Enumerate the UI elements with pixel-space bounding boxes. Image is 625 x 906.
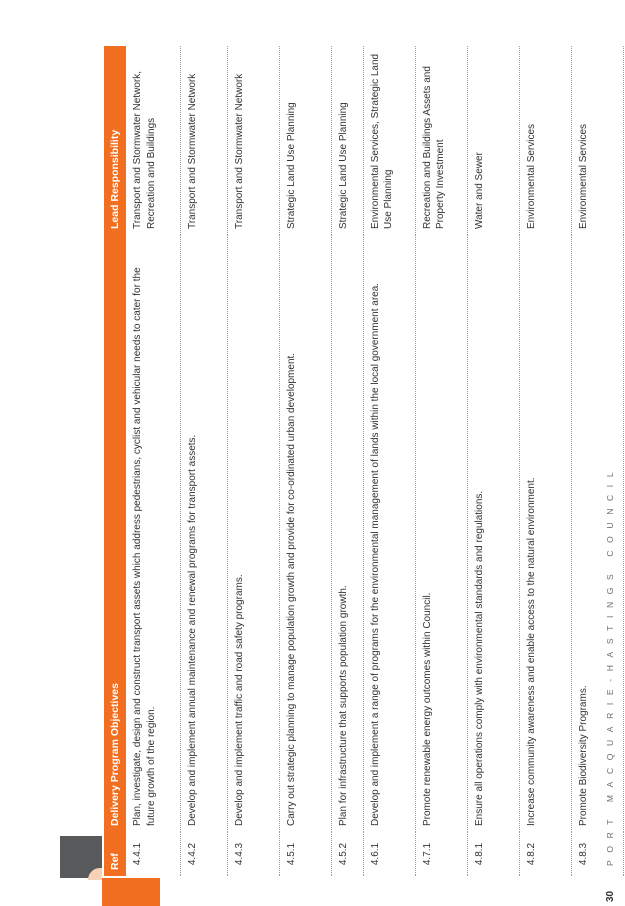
objective-cell: Plan for infrastructure that supports population growth. [331, 235, 363, 832]
objective-cell: Carry out strategic planning to manage population growth and provide for co-ordinated urban development. [279, 235, 331, 832]
lead-cell: Strategic Land Use Planning [331, 46, 363, 235]
table-row [227, 46, 279, 876]
ref-cell: 4.7.1 [415, 832, 467, 876]
ref-cell: 4.4.2 [180, 832, 227, 876]
lead-cell: Environmental Services [519, 46, 571, 235]
lead-cell: Recreation and Buildings Assets and Property Investment [415, 46, 467, 235]
objective-cell: Develop and implement traffic and road safety programs. [227, 235, 279, 832]
ref-cell: 4.4.3 [227, 832, 279, 876]
lead-cell: Transport and Stormwater Network, Recreation and Buildings [126, 46, 180, 235]
lead-cell: Strategic Land Use Planning [279, 46, 331, 235]
ref-cell: 4.4.1 [126, 832, 180, 876]
ref-cell: 4.8.3 [571, 832, 623, 876]
lead-cell: Transport and Stormwater Network [227, 46, 279, 235]
ref-cell: 4.5.2 [331, 832, 363, 876]
lead-cell: Transport and Stormwater Network [180, 46, 227, 235]
council-name: PORT MACQUARIE-HASTINGS COUNCIL [605, 464, 615, 866]
header-objectives: Delivery Program Objectives [104, 235, 126, 832]
ref-cell: 4.5.1 [279, 832, 331, 876]
objective-cell: Promote Biodiversity Programs. [571, 235, 623, 832]
lead-cell: Water and Sewer [467, 46, 519, 235]
lead-cell: Environmental Services, Strategic Land Use Planning [363, 46, 415, 235]
objective-cell: Ensure all operations comply with environmental standards and regulations. [467, 235, 519, 832]
header-lead: Lead Responsibility [104, 46, 126, 235]
table-row [180, 46, 227, 876]
objective-cell: Increase community awareness and enable access to the natural environment. [519, 235, 571, 832]
table-row [331, 46, 363, 876]
lead-cell: Environmental Services [571, 46, 623, 235]
objective-cell: Promote renewable energy outcomes within Council. [415, 235, 467, 832]
delivery-program-table [104, 46, 624, 876]
page-footer [597, 386, 623, 906]
table-header-row [104, 46, 126, 876]
objective-cell: Plan, investigate, design and construct transport assets which address pedestrians, cyclist and vehicular needs to cater for the future growth of the region. [126, 235, 180, 832]
header-ref: Ref [104, 832, 126, 876]
table-row [415, 46, 467, 876]
ref-cell: 4.6.1 [363, 832, 415, 876]
page-number: 30 [604, 890, 616, 902]
table-row [363, 46, 415, 876]
objective-cell: Develop and implement annual maintenance and renewal programs for transport assets. [180, 235, 227, 832]
objective-cell: Develop and implement a range of programs for the environmental management of lands within the local government area. [363, 235, 415, 832]
table-row [467, 46, 519, 876]
ref-cell: 4.8.2 [519, 832, 571, 876]
table-row [126, 46, 180, 876]
table-row [279, 46, 331, 876]
ref-cell: 4.8.1 [467, 832, 519, 876]
table-row [519, 46, 571, 876]
